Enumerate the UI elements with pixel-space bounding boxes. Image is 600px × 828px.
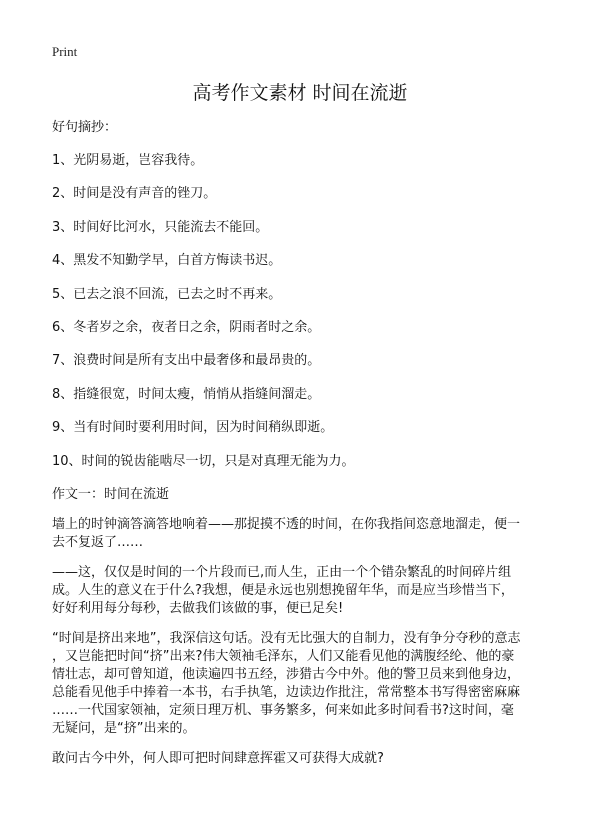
page-title: 高考作文素材 时间在流逝 xyxy=(192,82,408,104)
paragraph-line: ，又岂能把时间“挤”出来?伟大领袖毛泽东，人们又能看见他的满腹经纶、他的豪 xyxy=(52,648,515,664)
quote-item: 5、已去之浪不回流，已去之时不再来。 xyxy=(52,286,282,302)
paragraph-line: “时间是挤出来地”，我深信这句话。没有无比强大的自制力，没有争分夺秒的意志 xyxy=(52,630,521,646)
essay-paragraph xyxy=(52,564,548,618)
paragraph-line: 总能看见他手中捧着一本书，右手执笔，边读边作批注，常常整本书写得密密麻麻 xyxy=(52,684,521,700)
quote-item: 3、时间好比河水，只能流去不能回。 xyxy=(52,219,269,235)
quotes-heading: 好句摘抄： xyxy=(52,120,118,135)
paragraph-line: 去不复返了…… xyxy=(52,534,144,550)
quote-item: 10、时间的锐齿能啮尽一切，只是对真理无能为力。 xyxy=(52,453,355,469)
paragraph-line: 情壮志，却可曾知道，他读遍四书五经，涉猎古今中外。他的警卫员来到他身边， xyxy=(52,666,521,682)
paragraph-line: ——这，仅仅是时间的一个片段而已,而人生，正由一个个错杂繁乱的时间碎片组 xyxy=(52,564,512,580)
paragraph-line: ……一代国家领袖，定须日理万机、事务繁多，何来如此多时间看书?这时间，毫 xyxy=(52,702,514,718)
quote-item: 8、指缝很宽，时间太瘦，悄悄从指缝间溜走。 xyxy=(52,386,321,402)
essay-paragraph xyxy=(52,630,548,738)
essay-paragraph xyxy=(52,516,548,552)
quote-item: 9、当有时间时要利用时间，因为时间稍纵即逝。 xyxy=(52,420,334,436)
paragraph-line: 无疑问，是“挤”出来的。 xyxy=(52,720,196,736)
quote-item: 1、光阴易逝，岂容我待。 xyxy=(52,153,204,168)
quote-item: 2、时间是没有声音的锉刀。 xyxy=(52,186,217,202)
paragraph-line: 敢问古今中外，何人即可把时间肆意挥霍又可获得大成就? xyxy=(52,750,384,766)
quote-item: 4、黑发不知勤学早，白首方悔读书迟。 xyxy=(52,253,282,269)
paragraph-line: 成。人生的意义在于什么?我想，便是永远也别想挽留年华，而是应当珍惜当下， xyxy=(52,582,514,598)
paragraph-line: 好好利用每分每秒，去做我们该做的事，便已足矣! xyxy=(52,600,344,616)
quote-item: 7、浪费时间是所有支出中最奢侈和最昂贵的。 xyxy=(52,353,321,369)
paragraph-line: 墙上的时钟滴答滴答地响着——那捉摸不透的时间，在你我指间恣意地溜走，便一 xyxy=(52,516,521,532)
essay-paragraph xyxy=(52,750,548,768)
essay-heading: 作文一：时间在流逝 xyxy=(52,486,170,502)
quote-item: 6、冬者岁之余，夜者日之余，阴雨者时之余。 xyxy=(52,319,321,335)
print-label: Print xyxy=(52,44,78,59)
quote-list xyxy=(52,151,548,471)
document-body xyxy=(52,118,548,780)
